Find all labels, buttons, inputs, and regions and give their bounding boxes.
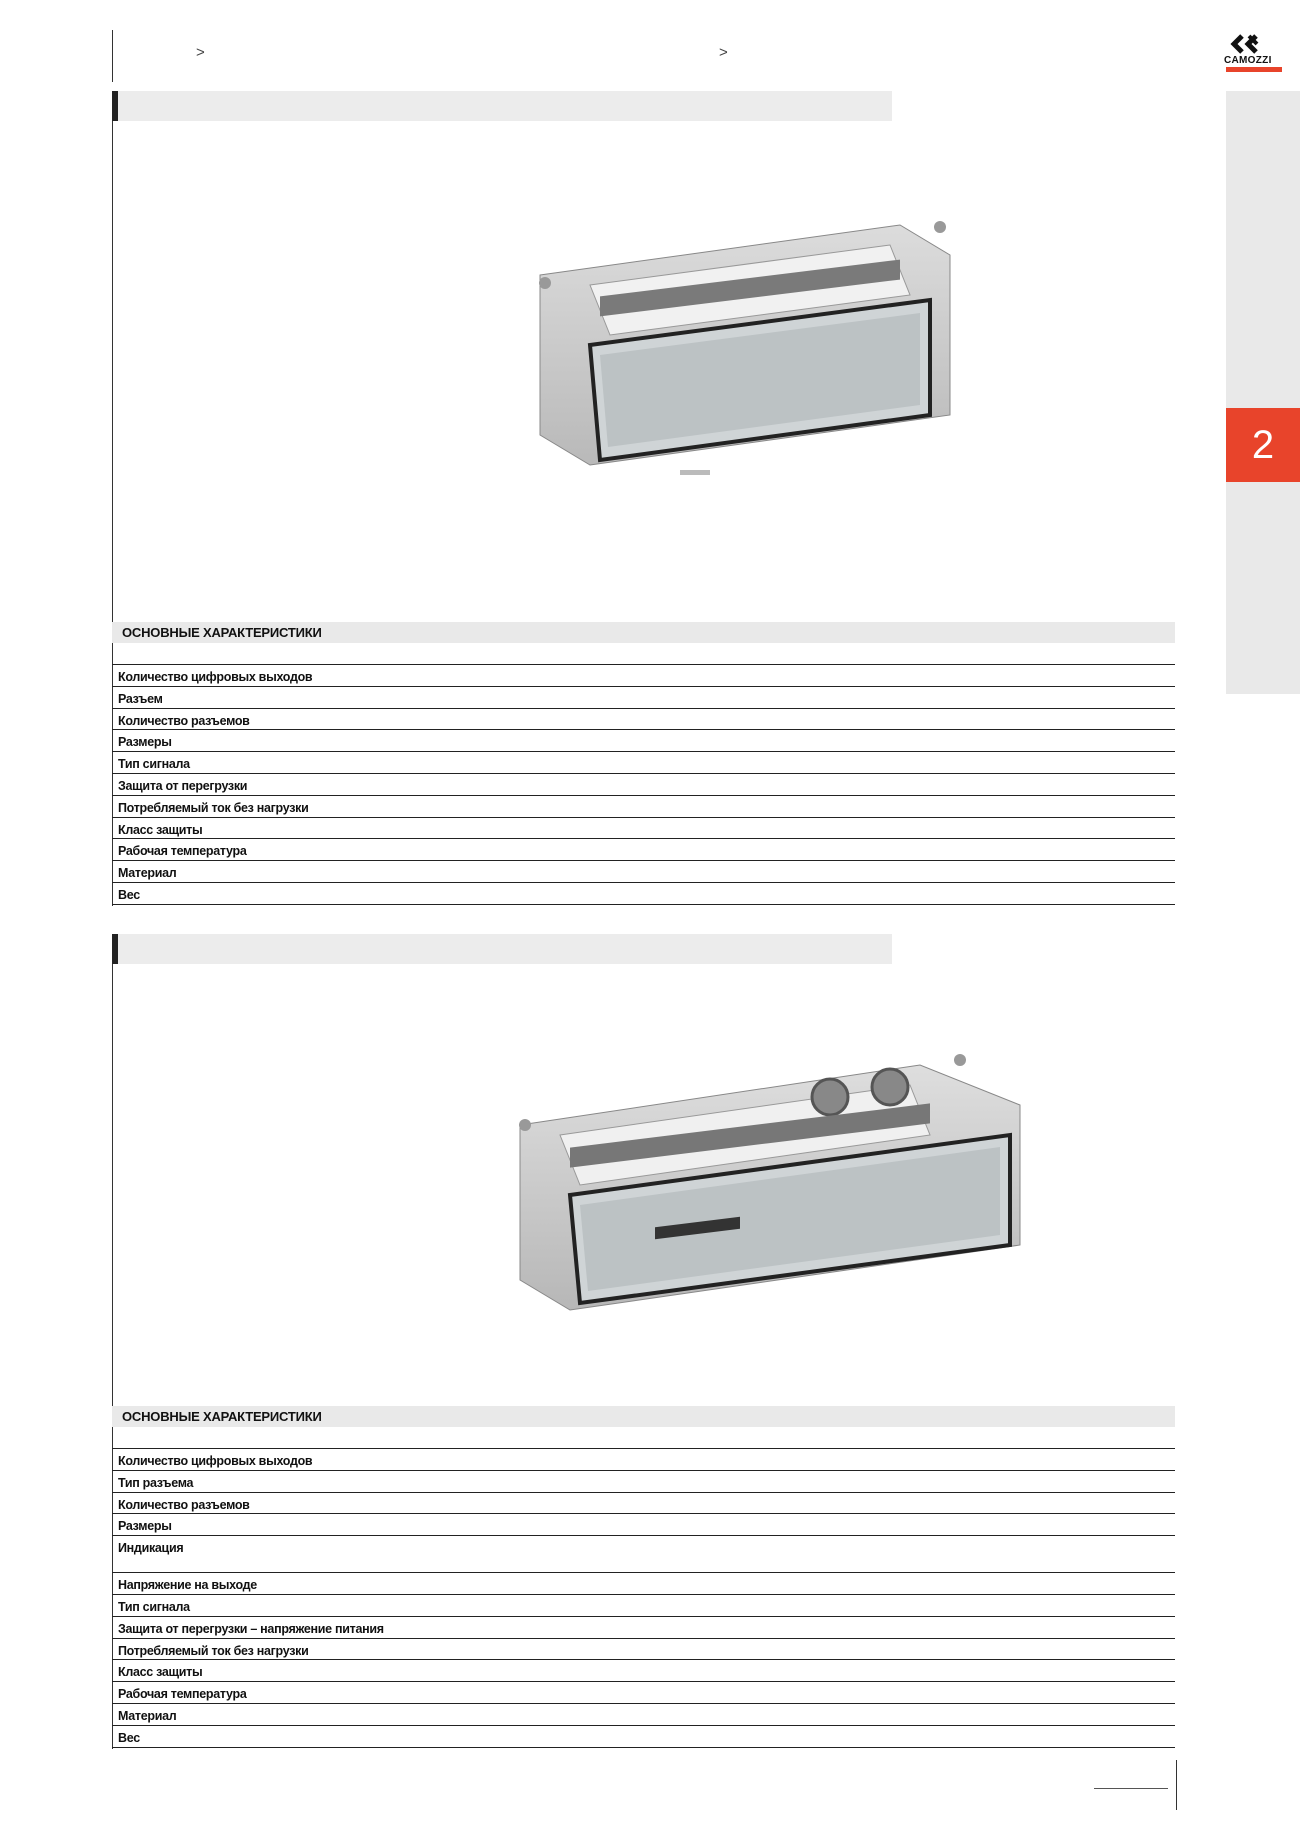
spec-row: Рабочая температура xyxy=(112,1682,1175,1704)
breadcrumb-separator: > xyxy=(196,44,205,61)
spec-row: Разъем xyxy=(112,687,1175,709)
spec-row: Количество разъемов xyxy=(112,709,1175,731)
spec-row: Индикация xyxy=(112,1536,1175,1573)
footer-divider xyxy=(1176,1760,1177,1810)
spec-row: Тип разъема xyxy=(112,1471,1175,1493)
spec-row: Количество разъемов xyxy=(112,1493,1175,1515)
spec-row: Вес xyxy=(112,1726,1175,1748)
section-title-bar xyxy=(112,91,892,121)
spec-row: Тип сигнала xyxy=(112,1595,1175,1617)
spec-row: Защита от перегрузки – напряжение питания xyxy=(112,1617,1175,1639)
footer-rule xyxy=(1094,1788,1168,1789)
spec-row: Класс защиты xyxy=(112,1660,1175,1682)
spec-table-title: ОСНОВНЫЕ ХАРАКТЕРИСТИКИ xyxy=(112,622,1175,643)
spec-row: Рабочая температура xyxy=(112,839,1175,861)
spec-row: Размеры xyxy=(112,1514,1175,1536)
spec-row: Потребляемый ток без нагрузки xyxy=(112,1639,1175,1661)
spec-row: Количество цифровых выходов xyxy=(112,1449,1175,1471)
spec-row: Количество цифровых выходов xyxy=(112,665,1175,687)
spec-row: Потребляемый ток без нагрузки xyxy=(112,796,1175,818)
spec-table-1 xyxy=(112,622,1175,905)
spec-row: Защита от перегрузки xyxy=(112,774,1175,796)
chapter-number[interactable]: 2 xyxy=(1226,408,1300,482)
module-photo-1 xyxy=(530,215,1010,475)
spec-row-header xyxy=(112,1427,1175,1449)
spec-row: Размеры xyxy=(112,730,1175,752)
section-title-bar xyxy=(112,934,892,964)
spec-row: Вес xyxy=(112,883,1175,905)
spec-row: Напряжение на выходе xyxy=(112,1573,1175,1595)
breadcrumb-separator: > xyxy=(719,44,728,61)
spec-row-header xyxy=(112,643,1175,665)
spec-table-title: ОСНОВНЫЕ ХАРАКТЕРИСТИКИ xyxy=(112,1406,1175,1427)
brand-name: CAMOZZI xyxy=(1224,55,1272,66)
module-photo-2 xyxy=(510,1045,1030,1315)
spec-row: Тип сигнала xyxy=(112,752,1175,774)
spec-row: Материал xyxy=(112,861,1175,883)
chapter-side-tab xyxy=(1226,91,1300,694)
brand-accent-bar xyxy=(1226,67,1282,72)
header-divider xyxy=(112,30,113,82)
spec-row: Материал xyxy=(112,1704,1175,1726)
spec-table-2 xyxy=(112,1406,1175,1748)
spec-row: Класс защиты xyxy=(112,818,1175,840)
